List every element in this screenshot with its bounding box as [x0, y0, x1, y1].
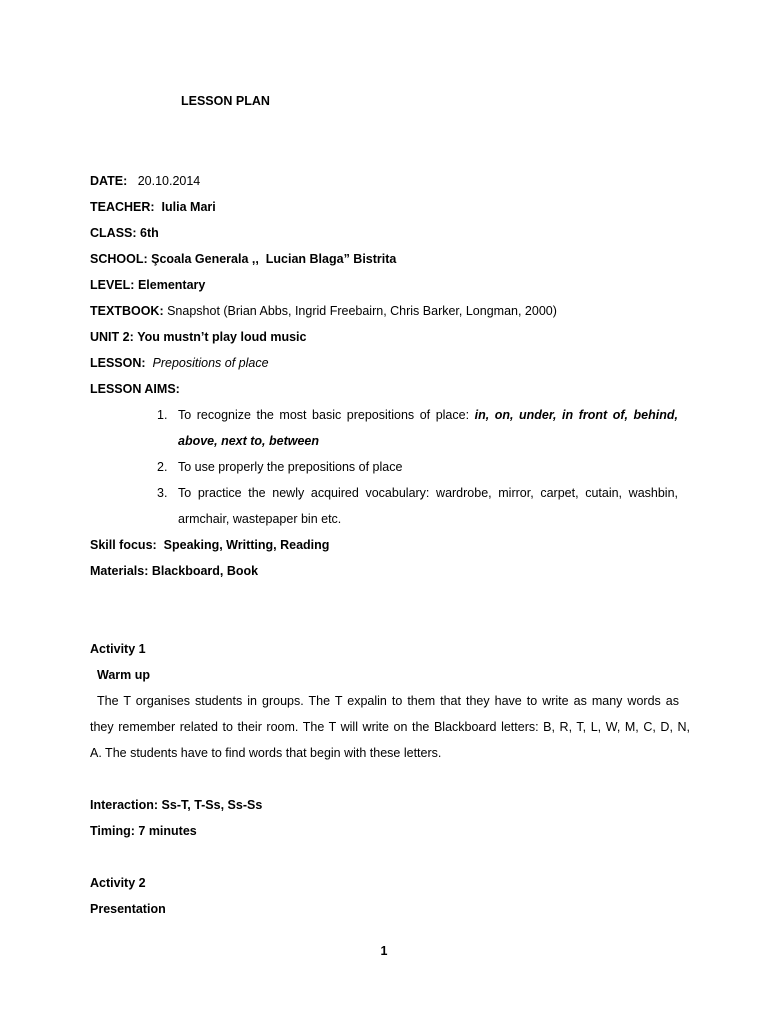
unit-label: UNIT 2: — [90, 330, 134, 344]
date-label: DATE: — [90, 174, 128, 188]
timing-row — [90, 823, 197, 839]
lesson-label: LESSON: — [90, 356, 146, 370]
school-label: SCHOOL: — [90, 252, 148, 266]
lesson-aims-label: LESSON AIMS: — [90, 382, 180, 396]
aim-3-line-1: To practice the newly acquired vocabulary: wardrobe, mirror, carpet, cutain, washbin, — [178, 486, 678, 500]
class-label: CLASS: — [90, 226, 137, 240]
textbook-label: TEXTBOOK: — [90, 304, 164, 318]
aim-3-line-2: armchair, wastepaper bin etc. — [178, 512, 342, 526]
level-row — [90, 277, 205, 293]
materials-value: Blackboard, Book — [151, 564, 259, 578]
interaction-row — [90, 797, 262, 813]
activity-1-para-line-3: A. The students have to find words that begin with these letters. — [90, 746, 442, 760]
textbook-row — [90, 303, 557, 319]
school-row — [90, 251, 396, 267]
activity-1-subheading: Warm up — [97, 668, 151, 682]
skill-focus-value: Speaking, Writting, Reading — [163, 538, 330, 552]
unit-row — [90, 329, 306, 345]
interaction-label: Interaction: — [90, 798, 159, 812]
teacher-label: TEACHER: — [90, 200, 155, 214]
page-title: LESSON PLAN — [181, 94, 270, 108]
activity-1-para-line-1: The T organises students in groups. The T expalin to them that they have to write as many words as — [97, 694, 679, 708]
aim-1-emphasis-cont: above, next to, between — [178, 434, 320, 448]
date-value: 20.10.2014 — [137, 174, 201, 188]
aim-2-number: 2. — [157, 460, 168, 474]
aim-1-emphasis: in, on, under, in front of, behind, — [474, 408, 678, 422]
materials-row — [90, 563, 258, 579]
date-row — [90, 173, 200, 189]
activity-2-heading: Activity 2 — [90, 876, 146, 890]
activity-1-heading: Activity 1 — [90, 642, 146, 656]
lesson-row — [90, 355, 269, 371]
skill-focus-label: Skill focus: — [90, 538, 157, 552]
level-label: LEVEL: — [90, 278, 135, 292]
timing-value: 7 minutes — [138, 824, 197, 838]
textbook-value: Snapshot (Brian Abbs, Ingrid Freebairn, Chris Barker, Longman, 2000) — [167, 304, 557, 318]
teacher-row — [90, 199, 216, 215]
lesson-value: Prepositions of place — [152, 356, 269, 370]
aim-1-text: To recognize the most basic prepositions of place: — [178, 408, 470, 422]
aim-2-text: To use properly the prepositions of place — [178, 460, 403, 474]
unit-value: You mustn’t play loud music — [137, 330, 307, 344]
aim-3-number: 3. — [157, 486, 168, 500]
class-value: 6th — [140, 226, 159, 240]
materials-label: Materials: — [90, 564, 149, 578]
aim-1-number: 1. — [157, 408, 168, 422]
activity-2-subheading: Presentation — [90, 902, 166, 916]
timing-label: Timing: — [90, 824, 135, 838]
interaction-value: Ss-T, T-Ss, Ss-Ss — [161, 798, 263, 812]
page-number: 1 — [380, 944, 388, 958]
skill-focus-row — [90, 537, 329, 553]
level-value: Elementary — [137, 278, 206, 292]
teacher-value: Iulia Mari — [161, 200, 216, 214]
aim-1-line-1 — [178, 407, 678, 423]
activity-1-para-line-2: they remember related to their room. The T will write on the Blackboard letters: B, R, T, L, W, M, C, D, N, — [90, 720, 690, 734]
class-row — [90, 225, 159, 241]
school-value: Şcoala Generala ,, Lucian Blaga” Bistrita — [151, 252, 397, 266]
aim-1-line-2 — [178, 433, 678, 449]
